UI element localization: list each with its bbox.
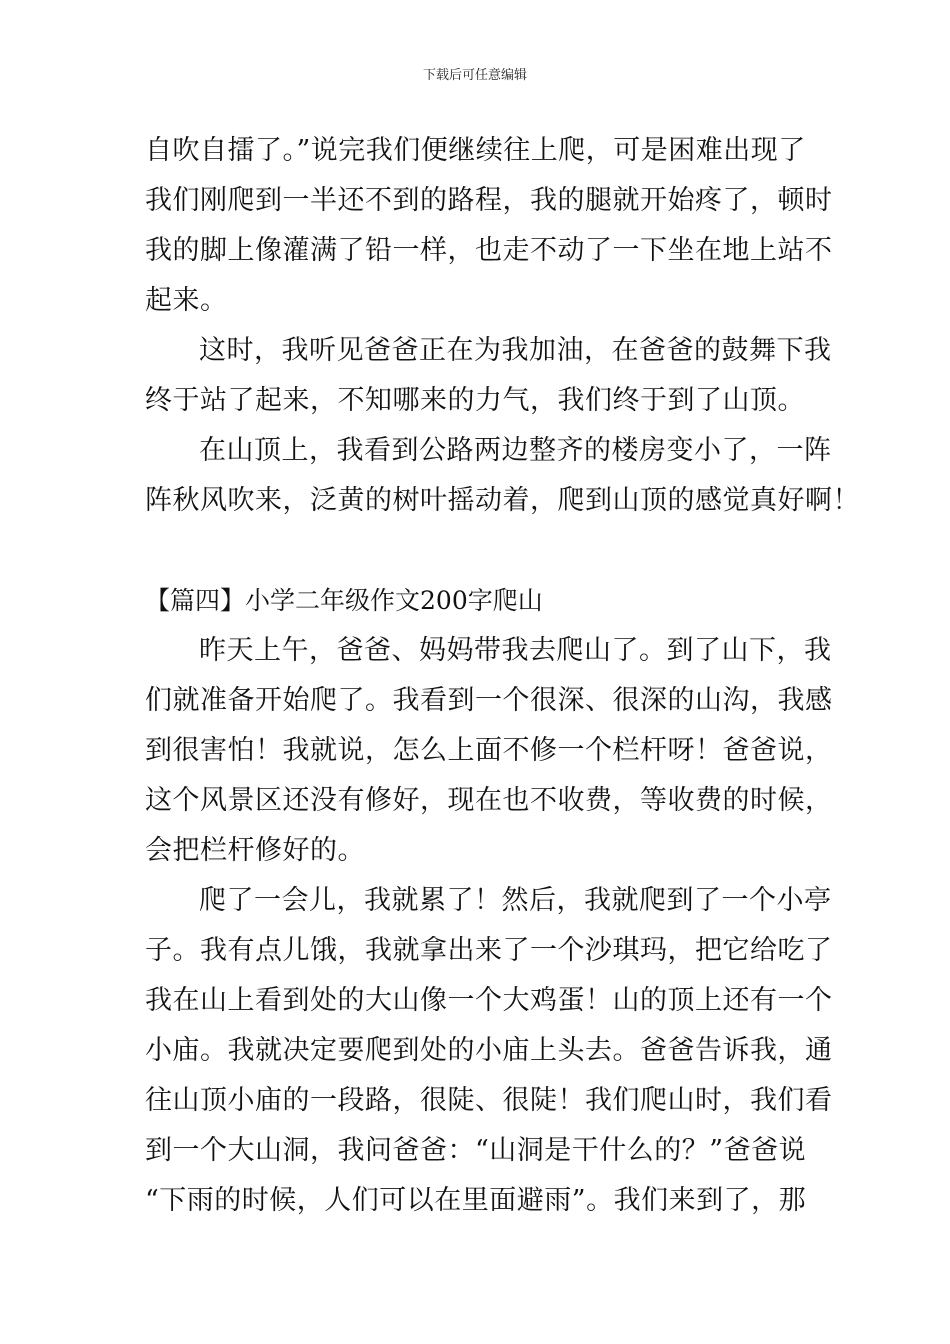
text-line: 终于站了起来，不知哪来的力气，我们终于到了山顶。	[145, 385, 805, 416]
text-line: 子。我有点儿饿，我就拿出来了一个沙琪玛，把它给吃了	[145, 935, 833, 966]
document-body	[145, 126, 860, 1226]
text-line: 在山顶上，我看到公路两边整齐的楼房变小了，一阵	[199, 435, 832, 466]
text-line: 们就准备开始爬了。我看到一个很深、很深的山沟，我感	[145, 685, 833, 716]
text-line: 我们刚爬到一半还不到的路程，我的腿就开始疼了，顿时	[145, 185, 833, 216]
text-line: 往山顶小庙的一段路，很陡、很陡！我们爬山时，我们看	[145, 1085, 833, 1116]
page-header: 下载后可任意编辑	[422, 68, 527, 83]
text-line: 我在山上看到处的大山像一个大鸡蛋！山的顶上还有一个	[145, 985, 833, 1016]
text-line: 这个风景区还没有修好，现在也不收费，等收费的时候，	[145, 785, 833, 816]
text-line: 到一个大山洞，我问爸爸：“山洞是干什么的？”爸爸说	[145, 1135, 807, 1166]
text-line: 自吹自擂了。”说完我们便继续往上爬，可是困难出现了	[145, 135, 806, 166]
text-line: 到很害怕！我就说，怎么上面不修一个栏杆呀！爸爸说，	[145, 735, 833, 766]
section-title: 【篇四】小学二年级作文200字爬山	[145, 586, 543, 615]
text-line: “下雨的时候，人们可以在里面避雨”。我们来到了，那	[145, 1185, 807, 1216]
text-line: 起来。	[145, 285, 228, 316]
paragraph	[145, 426, 860, 526]
paragraph	[145, 126, 833, 326]
text-line: 阵秋风吹来，泛黄的树叶摇动着，爬到山顶的感觉真好啊！	[145, 485, 860, 516]
text-line: 小庙。我就决定要爬到处的小庙上头去。爸爸告诉我，通	[145, 1035, 833, 1066]
text-line: 我的脚上像灌满了铅一样，也走不动了一下坐在地上站不	[145, 235, 833, 266]
text-line: 会把栏杆修好的。	[145, 835, 365, 866]
paragraph	[145, 326, 832, 426]
paragraph	[145, 876, 833, 1226]
text-line: 这时，我听见爸爸正在为我加油，在爸爸的鼓舞下我	[199, 335, 832, 366]
paragraph	[145, 626, 833, 876]
blank-line	[145, 526, 817, 576]
text-line: 昨天上午，爸爸、妈妈带我去爬山了。到了山下，我	[199, 635, 832, 666]
text-line: 爬了一会儿，我就累了！然后，我就爬到了一个小亭	[199, 885, 832, 916]
